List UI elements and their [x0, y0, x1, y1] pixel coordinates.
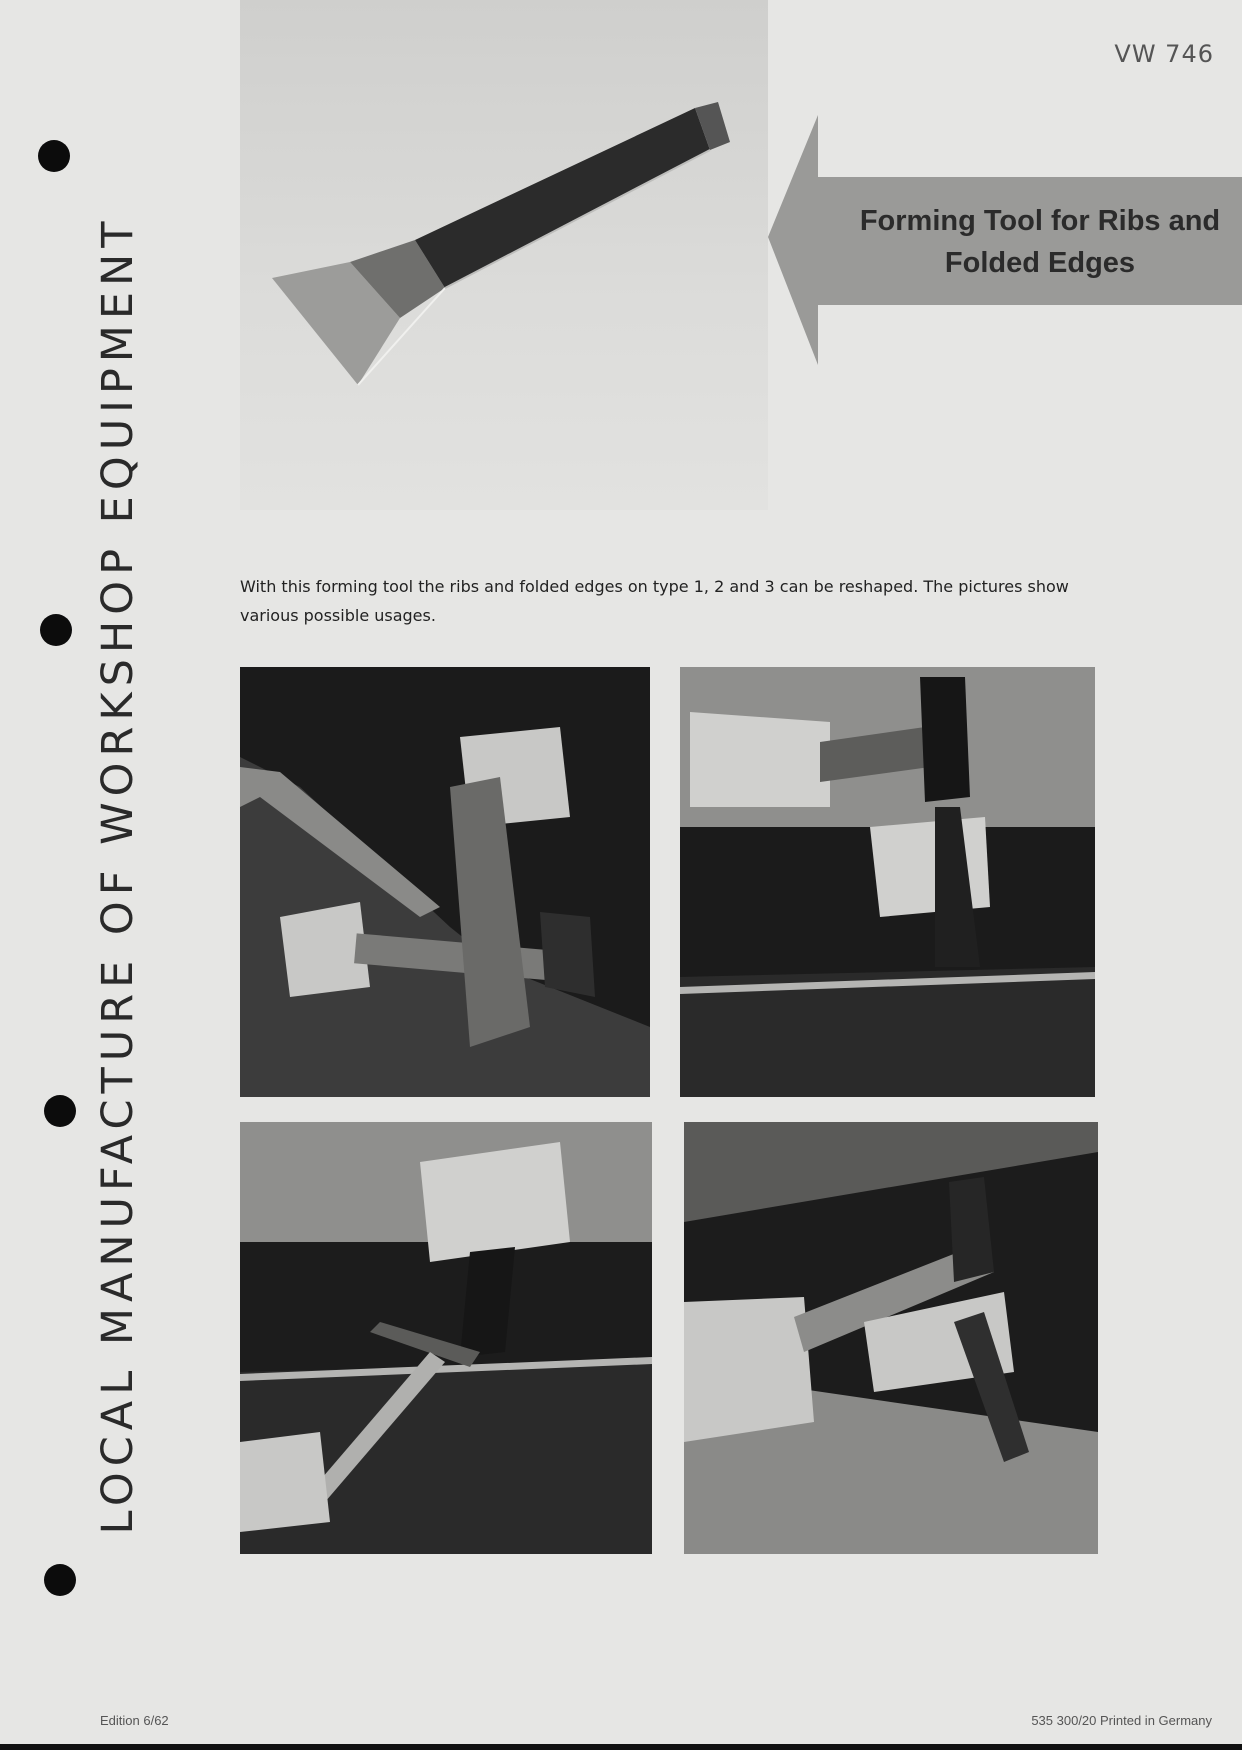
punch-hole [38, 140, 70, 172]
banner-title-line-1: Forming Tool for Ribs and [859, 205, 1221, 237]
sheet-bottom-edge [0, 1744, 1242, 1750]
banner-title-line-2: Folded Edges [944, 247, 1136, 279]
usage-photo-4 [684, 1122, 1098, 1554]
usage-photo-1 [240, 667, 650, 1097]
usage-photo-2 [680, 667, 1095, 1097]
tool-photo [240, 0, 768, 510]
usage-photo-3 [240, 1122, 652, 1554]
punch-hole [40, 614, 72, 646]
side-title: LOCAL MANUFACTURE OF WORKSHOP EQUIPMENT [93, 215, 143, 1535]
punch-hole [44, 1564, 76, 1596]
banner-title [840, 200, 1240, 284]
document-number: VW 746 [1114, 40, 1214, 68]
print-info: 535 300/20 Printed in Germany [1031, 1713, 1212, 1728]
punch-hole [44, 1095, 76, 1127]
intro-paragraph: With this forming tool the ribs and folded edges on type 1, 2 and 3 can be reshaped. The pictures show various possible usages. [240, 577, 1069, 625]
edition-label: Edition 6/62 [100, 1713, 169, 1728]
